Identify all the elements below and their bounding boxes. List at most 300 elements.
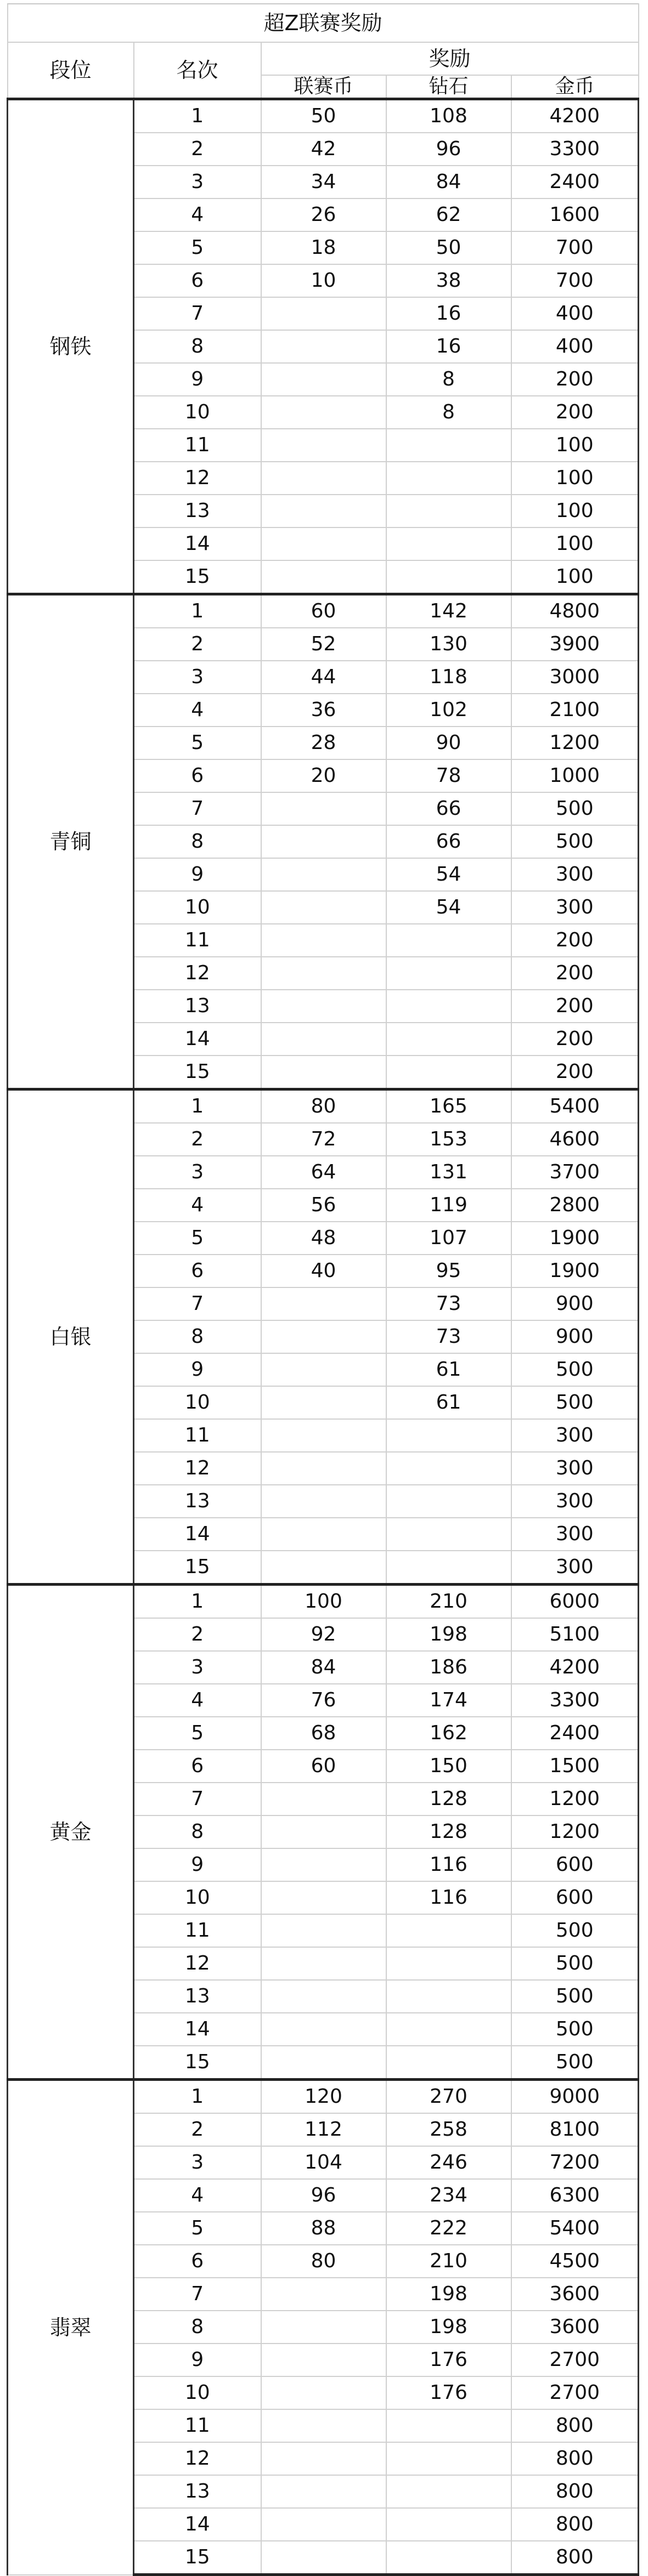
diamond-cell: 16 bbox=[386, 297, 511, 330]
league-coin-cell bbox=[261, 1848, 386, 1881]
gold-cell: 700 bbox=[511, 264, 639, 297]
gold-cell: 500 bbox=[511, 2046, 639, 2080]
diamond-cell: 270 bbox=[386, 2080, 511, 2114]
league-coin-cell bbox=[261, 1287, 386, 1320]
rank-cell: 6 bbox=[134, 1255, 261, 1287]
rank-cell: 1 bbox=[134, 1585, 261, 1619]
gold-cell: 600 bbox=[511, 1848, 639, 1881]
league-coin-cell: 40 bbox=[261, 1255, 386, 1287]
rank-cell: 4 bbox=[134, 2179, 261, 2212]
rank-cell: 9 bbox=[134, 1353, 261, 1386]
rank-cell: 9 bbox=[134, 1848, 261, 1881]
diamond-cell: 198 bbox=[386, 1618, 511, 1651]
league-coin-cell bbox=[261, 1485, 386, 1518]
gold-cell: 100 bbox=[511, 495, 639, 527]
league-coin-cell bbox=[261, 2409, 386, 2442]
league-coin-cell bbox=[261, 1386, 386, 1419]
diamond-cell: 66 bbox=[386, 825, 511, 858]
gold-cell: 3900 bbox=[511, 628, 639, 661]
gold-cell: 100 bbox=[511, 462, 639, 495]
league-coin-cell bbox=[261, 527, 386, 560]
diamond-cell bbox=[386, 527, 511, 560]
gold-cell: 300 bbox=[511, 1485, 639, 1518]
gold-cell: 7200 bbox=[511, 2146, 639, 2179]
tier-cell: 钢铁 bbox=[8, 99, 134, 594]
rank-cell: 12 bbox=[134, 957, 261, 990]
league-coin-cell bbox=[261, 429, 386, 462]
gold-cell: 500 bbox=[511, 825, 639, 858]
diamond-cell: 162 bbox=[386, 1717, 511, 1750]
gold-cell: 800 bbox=[511, 2508, 639, 2541]
league-coin-cell: 84 bbox=[261, 1651, 386, 1684]
league-coin-cell bbox=[261, 462, 386, 495]
rank-cell: 4 bbox=[134, 694, 261, 727]
rank-cell: 2 bbox=[134, 1123, 261, 1156]
diamond-cell: 174 bbox=[386, 1684, 511, 1717]
rank-cell: 12 bbox=[134, 1947, 261, 1980]
diamond-cell: 102 bbox=[386, 694, 511, 727]
league-coin-cell: 76 bbox=[261, 1684, 386, 1717]
header-rank: 名次 bbox=[134, 42, 261, 99]
diamond-cell: 61 bbox=[386, 1386, 511, 1419]
diamond-cell bbox=[386, 1551, 511, 1585]
gold-cell: 900 bbox=[511, 1320, 639, 1353]
rank-cell: 10 bbox=[134, 1881, 261, 1914]
league-coin-cell bbox=[261, 363, 386, 396]
diamond-cell: 54 bbox=[386, 891, 511, 924]
league-coin-cell: 34 bbox=[261, 166, 386, 198]
gold-cell: 1900 bbox=[511, 1255, 639, 1287]
rank-cell: 2 bbox=[134, 2113, 261, 2146]
header-tier: 段位 bbox=[8, 42, 134, 99]
diamond-cell: 73 bbox=[386, 1287, 511, 1320]
league-coin-cell bbox=[261, 330, 386, 363]
rank-cell: 1 bbox=[134, 2080, 261, 2114]
gold-cell: 100 bbox=[511, 527, 639, 560]
diamond-cell: 108 bbox=[386, 99, 511, 133]
league-coin-cell bbox=[261, 1815, 386, 1848]
gold-cell: 400 bbox=[511, 330, 639, 363]
diamond-cell: 186 bbox=[386, 1651, 511, 1684]
rank-cell: 15 bbox=[134, 1056, 261, 1090]
diamond-cell bbox=[386, 560, 511, 594]
gold-cell: 5400 bbox=[511, 1090, 639, 1124]
rank-cell: 12 bbox=[134, 2442, 261, 2475]
tier-cell: 黄金 bbox=[8, 1585, 134, 2080]
diamond-cell: 119 bbox=[386, 1189, 511, 1222]
diamond-cell: 38 bbox=[386, 264, 511, 297]
league-coin-cell: 50 bbox=[261, 99, 386, 133]
gold-cell: 2400 bbox=[511, 1717, 639, 1750]
diamond-cell bbox=[386, 957, 511, 990]
gold-cell: 900 bbox=[511, 1287, 639, 1320]
table-body bbox=[8, 99, 639, 2575]
gold-cell: 800 bbox=[511, 2409, 639, 2442]
rank-cell: 3 bbox=[134, 1156, 261, 1189]
gold-cell: 3600 bbox=[511, 2311, 639, 2344]
league-coin-cell bbox=[261, 1023, 386, 1056]
rank-cell: 5 bbox=[134, 1717, 261, 1750]
gold-cell: 2700 bbox=[511, 2376, 639, 2409]
gold-cell: 300 bbox=[511, 858, 639, 891]
tier-cell: 白银 bbox=[8, 1090, 134, 1585]
title-row bbox=[8, 4, 639, 42]
league-coin-cell bbox=[261, 825, 386, 858]
rank-cell: 11 bbox=[134, 924, 261, 957]
diamond-cell: 198 bbox=[386, 2311, 511, 2344]
gold-cell: 100 bbox=[511, 560, 639, 594]
diamond-cell: 78 bbox=[386, 759, 511, 792]
diamond-cell: 116 bbox=[386, 1848, 511, 1881]
gold-cell: 3600 bbox=[511, 2278, 639, 2311]
diamond-cell bbox=[386, 924, 511, 957]
header-row-1 bbox=[8, 42, 639, 75]
diamond-cell bbox=[386, 1518, 511, 1551]
gold-cell: 3300 bbox=[511, 1684, 639, 1717]
rank-cell: 15 bbox=[134, 2541, 261, 2575]
rank-cell: 1 bbox=[134, 1090, 261, 1124]
diamond-cell: 116 bbox=[386, 1881, 511, 1914]
league-coin-cell: 80 bbox=[261, 1090, 386, 1124]
diamond-cell: 246 bbox=[386, 2146, 511, 2179]
rank-cell: 7 bbox=[134, 792, 261, 825]
gold-cell: 500 bbox=[511, 1947, 639, 1980]
rank-cell: 15 bbox=[134, 1551, 261, 1585]
gold-cell: 4600 bbox=[511, 1123, 639, 1156]
league-coin-cell: 36 bbox=[261, 694, 386, 727]
rank-cell: 3 bbox=[134, 166, 261, 198]
rank-cell: 7 bbox=[134, 1287, 261, 1320]
diamond-cell: 150 bbox=[386, 1750, 511, 1783]
tier-cell: 翡翠 bbox=[8, 2080, 134, 2575]
diamond-cell: 66 bbox=[386, 792, 511, 825]
rank-cell: 5 bbox=[134, 231, 261, 264]
league-coin-cell bbox=[261, 1518, 386, 1551]
league-coin-cell: 92 bbox=[261, 1618, 386, 1651]
gold-cell: 2100 bbox=[511, 694, 639, 727]
league-coin-cell: 28 bbox=[261, 727, 386, 759]
reward-sheet bbox=[7, 3, 638, 2576]
rank-cell: 8 bbox=[134, 1320, 261, 1353]
rank-cell: 13 bbox=[134, 2475, 261, 2508]
gold-cell: 2400 bbox=[511, 166, 639, 198]
rank-cell: 6 bbox=[134, 264, 261, 297]
league-coin-cell bbox=[261, 1914, 386, 1947]
rank-cell: 14 bbox=[134, 1023, 261, 1056]
diamond-cell bbox=[386, 2409, 511, 2442]
gold-cell: 5400 bbox=[511, 2212, 639, 2245]
gold-cell: 4500 bbox=[511, 2245, 639, 2278]
gold-cell: 600 bbox=[511, 1881, 639, 1914]
league-coin-cell bbox=[261, 1452, 386, 1485]
gold-cell: 1900 bbox=[511, 1222, 639, 1255]
league-coin-cell: 60 bbox=[261, 1750, 386, 1783]
diamond-cell bbox=[386, 495, 511, 527]
league-coin-cell bbox=[261, 2442, 386, 2475]
gold-cell: 4800 bbox=[511, 594, 639, 628]
gold-cell: 1600 bbox=[511, 198, 639, 231]
league-coin-cell: 96 bbox=[261, 2179, 386, 2212]
league-coin-cell: 52 bbox=[261, 628, 386, 661]
league-coin-cell: 20 bbox=[261, 759, 386, 792]
gold-cell: 4200 bbox=[511, 1651, 639, 1684]
table-row bbox=[8, 594, 639, 628]
rank-cell: 5 bbox=[134, 727, 261, 759]
league-coin-cell: 18 bbox=[261, 231, 386, 264]
table-title: 超Z联赛奖励 bbox=[8, 4, 639, 42]
diamond-cell bbox=[386, 429, 511, 462]
diamond-cell: 258 bbox=[386, 2113, 511, 2146]
diamond-cell bbox=[386, 990, 511, 1023]
diamond-cell: 8 bbox=[386, 363, 511, 396]
league-coin-cell bbox=[261, 396, 386, 429]
gold-cell: 500 bbox=[511, 1980, 639, 2013]
rank-cell: 2 bbox=[134, 628, 261, 661]
gold-cell: 200 bbox=[511, 957, 639, 990]
league-coin-cell bbox=[261, 2278, 386, 2311]
diamond-cell: 153 bbox=[386, 1123, 511, 1156]
rank-cell: 5 bbox=[134, 1222, 261, 1255]
header-diamond: 钻石 bbox=[386, 75, 511, 99]
rank-cell: 6 bbox=[134, 1750, 261, 1783]
rank-cell: 11 bbox=[134, 1419, 261, 1452]
gold-cell: 500 bbox=[511, 1353, 639, 1386]
header-league-coin: 联赛币 bbox=[261, 75, 386, 99]
gold-cell: 3300 bbox=[511, 133, 639, 166]
rank-cell: 13 bbox=[134, 1980, 261, 2013]
league-coin-cell bbox=[261, 957, 386, 990]
diamond-cell bbox=[386, 2475, 511, 2508]
rank-cell: 3 bbox=[134, 2146, 261, 2179]
diamond-cell bbox=[386, 2046, 511, 2080]
rank-cell: 14 bbox=[134, 1518, 261, 1551]
gold-cell: 800 bbox=[511, 2475, 639, 2508]
table-row bbox=[8, 2080, 639, 2114]
league-coin-cell bbox=[261, 495, 386, 527]
diamond-cell: 54 bbox=[386, 858, 511, 891]
diamond-cell: 130 bbox=[386, 628, 511, 661]
diamond-cell: 107 bbox=[386, 1222, 511, 1255]
rank-cell: 4 bbox=[134, 198, 261, 231]
diamond-cell: 165 bbox=[386, 1090, 511, 1124]
gold-cell: 8100 bbox=[511, 2113, 639, 2146]
diamond-cell: 142 bbox=[386, 594, 511, 628]
league-coin-cell bbox=[261, 1320, 386, 1353]
league-coin-cell bbox=[261, 1353, 386, 1386]
gold-cell: 1200 bbox=[511, 1783, 639, 1815]
diamond-cell: 96 bbox=[386, 133, 511, 166]
diamond-cell bbox=[386, 2442, 511, 2475]
gold-cell: 100 bbox=[511, 429, 639, 462]
rank-cell: 4 bbox=[134, 1684, 261, 1717]
rank-cell: 10 bbox=[134, 2376, 261, 2409]
diamond-cell bbox=[386, 1419, 511, 1452]
league-coin-cell bbox=[261, 1419, 386, 1452]
diamond-cell: 61 bbox=[386, 1353, 511, 1386]
gold-cell: 300 bbox=[511, 1518, 639, 1551]
rank-cell: 2 bbox=[134, 133, 261, 166]
rank-cell: 7 bbox=[134, 2278, 261, 2311]
table-row bbox=[8, 1090, 639, 1124]
rank-cell: 11 bbox=[134, 2409, 261, 2442]
rank-cell: 7 bbox=[134, 297, 261, 330]
gold-cell: 200 bbox=[511, 990, 639, 1023]
gold-cell: 700 bbox=[511, 231, 639, 264]
league-coin-cell bbox=[261, 1783, 386, 1815]
rank-cell: 14 bbox=[134, 2013, 261, 2046]
diamond-cell: 62 bbox=[386, 198, 511, 231]
rank-cell: 12 bbox=[134, 1452, 261, 1485]
league-coin-cell: 42 bbox=[261, 133, 386, 166]
league-coin-cell bbox=[261, 792, 386, 825]
rank-cell: 8 bbox=[134, 1815, 261, 1848]
gold-cell: 6000 bbox=[511, 1585, 639, 1619]
gold-cell: 300 bbox=[511, 891, 639, 924]
rank-cell: 5 bbox=[134, 2212, 261, 2245]
gold-cell: 300 bbox=[511, 1419, 639, 1452]
rank-cell: 10 bbox=[134, 1386, 261, 1419]
gold-cell: 1200 bbox=[511, 1815, 639, 1848]
league-coin-cell: 48 bbox=[261, 1222, 386, 1255]
league-coin-cell: 112 bbox=[261, 2113, 386, 2146]
gold-cell: 200 bbox=[511, 924, 639, 957]
gold-cell: 5100 bbox=[511, 1618, 639, 1651]
diamond-cell: 95 bbox=[386, 1255, 511, 1287]
diamond-cell bbox=[386, 1914, 511, 1947]
diamond-cell: 16 bbox=[386, 330, 511, 363]
league-coin-cell bbox=[261, 2046, 386, 2080]
league-coin-cell: 44 bbox=[261, 661, 386, 694]
rank-cell: 3 bbox=[134, 661, 261, 694]
rank-cell: 6 bbox=[134, 759, 261, 792]
diamond-cell: 234 bbox=[386, 2179, 511, 2212]
league-coin-cell bbox=[261, 2541, 386, 2575]
league-coin-cell: 56 bbox=[261, 1189, 386, 1222]
rank-cell: 7 bbox=[134, 1783, 261, 1815]
gold-cell: 200 bbox=[511, 1023, 639, 1056]
gold-cell: 3700 bbox=[511, 1156, 639, 1189]
table-header bbox=[8, 4, 639, 99]
gold-cell: 3000 bbox=[511, 661, 639, 694]
diamond-cell bbox=[386, 2541, 511, 2575]
rank-cell: 6 bbox=[134, 2245, 261, 2278]
gold-cell: 500 bbox=[511, 792, 639, 825]
league-coin-cell bbox=[261, 1056, 386, 1090]
diamond-cell: 8 bbox=[386, 396, 511, 429]
gold-cell: 300 bbox=[511, 1452, 639, 1485]
rank-cell: 9 bbox=[134, 858, 261, 891]
header-gold: 金币 bbox=[511, 75, 639, 99]
diamond-cell: 210 bbox=[386, 2245, 511, 2278]
league-coin-cell bbox=[261, 990, 386, 1023]
league-coin-cell: 26 bbox=[261, 198, 386, 231]
diamond-cell bbox=[386, 1056, 511, 1090]
diamond-cell: 50 bbox=[386, 231, 511, 264]
diamond-cell bbox=[386, 462, 511, 495]
gold-cell: 6300 bbox=[511, 2179, 639, 2212]
league-coin-cell: 68 bbox=[261, 1717, 386, 1750]
table-row bbox=[8, 1585, 639, 1619]
league-coin-cell bbox=[261, 1551, 386, 1585]
rank-cell: 1 bbox=[134, 99, 261, 133]
reward-table bbox=[7, 3, 639, 2576]
rank-cell: 14 bbox=[134, 527, 261, 560]
league-coin-cell: 80 bbox=[261, 2245, 386, 2278]
league-coin-cell bbox=[261, 1947, 386, 1980]
diamond-cell: 73 bbox=[386, 1320, 511, 1353]
gold-cell: 400 bbox=[511, 297, 639, 330]
rank-cell: 10 bbox=[134, 396, 261, 429]
league-coin-cell: 120 bbox=[261, 2080, 386, 2114]
diamond-cell: 118 bbox=[386, 661, 511, 694]
diamond-cell bbox=[386, 1485, 511, 1518]
rank-cell: 4 bbox=[134, 1189, 261, 1222]
diamond-cell: 176 bbox=[386, 2376, 511, 2409]
league-coin-cell bbox=[261, 560, 386, 594]
gold-cell: 500 bbox=[511, 1914, 639, 1947]
gold-cell: 1500 bbox=[511, 1750, 639, 1783]
league-coin-cell: 88 bbox=[261, 2212, 386, 2245]
gold-cell: 2700 bbox=[511, 2344, 639, 2376]
gold-cell: 200 bbox=[511, 396, 639, 429]
rank-cell: 15 bbox=[134, 560, 261, 594]
tier-cell: 青铜 bbox=[8, 594, 134, 1090]
rank-cell: 2 bbox=[134, 1618, 261, 1651]
league-coin-cell bbox=[261, 1881, 386, 1914]
gold-cell: 200 bbox=[511, 363, 639, 396]
rank-cell: 10 bbox=[134, 891, 261, 924]
diamond-cell bbox=[386, 2013, 511, 2046]
gold-cell: 200 bbox=[511, 1056, 639, 1090]
league-coin-cell bbox=[261, 2508, 386, 2541]
rank-cell: 9 bbox=[134, 363, 261, 396]
diamond-cell: 84 bbox=[386, 166, 511, 198]
league-coin-cell: 104 bbox=[261, 2146, 386, 2179]
league-coin-cell bbox=[261, 2344, 386, 2376]
gold-cell: 2800 bbox=[511, 1189, 639, 1222]
rank-cell: 8 bbox=[134, 2311, 261, 2344]
gold-cell: 1000 bbox=[511, 759, 639, 792]
diamond-cell: 198 bbox=[386, 2278, 511, 2311]
rank-cell: 13 bbox=[134, 1485, 261, 1518]
diamond-cell bbox=[386, 1980, 511, 2013]
header-reward: 奖励 bbox=[261, 42, 639, 75]
diamond-cell: 176 bbox=[386, 2344, 511, 2376]
diamond-cell bbox=[386, 1023, 511, 1056]
rank-cell: 11 bbox=[134, 1914, 261, 1947]
rank-cell: 8 bbox=[134, 825, 261, 858]
league-coin-cell: 60 bbox=[261, 594, 386, 628]
league-coin-cell bbox=[261, 2311, 386, 2344]
league-coin-cell: 10 bbox=[261, 264, 386, 297]
league-coin-cell bbox=[261, 891, 386, 924]
diamond-cell: 222 bbox=[386, 2212, 511, 2245]
league-coin-cell bbox=[261, 2013, 386, 2046]
rank-cell: 9 bbox=[134, 2344, 261, 2376]
diamond-cell: 128 bbox=[386, 1815, 511, 1848]
gold-cell: 800 bbox=[511, 2541, 639, 2575]
league-coin-cell: 72 bbox=[261, 1123, 386, 1156]
rank-cell: 13 bbox=[134, 495, 261, 527]
league-coin-cell bbox=[261, 1980, 386, 2013]
rank-cell: 1 bbox=[134, 594, 261, 628]
gold-cell: 500 bbox=[511, 1386, 639, 1419]
league-coin-cell: 100 bbox=[261, 1585, 386, 1619]
gold-cell: 4200 bbox=[511, 99, 639, 133]
diamond-cell: 90 bbox=[386, 727, 511, 759]
diamond-cell: 128 bbox=[386, 1783, 511, 1815]
gold-cell: 500 bbox=[511, 2013, 639, 2046]
